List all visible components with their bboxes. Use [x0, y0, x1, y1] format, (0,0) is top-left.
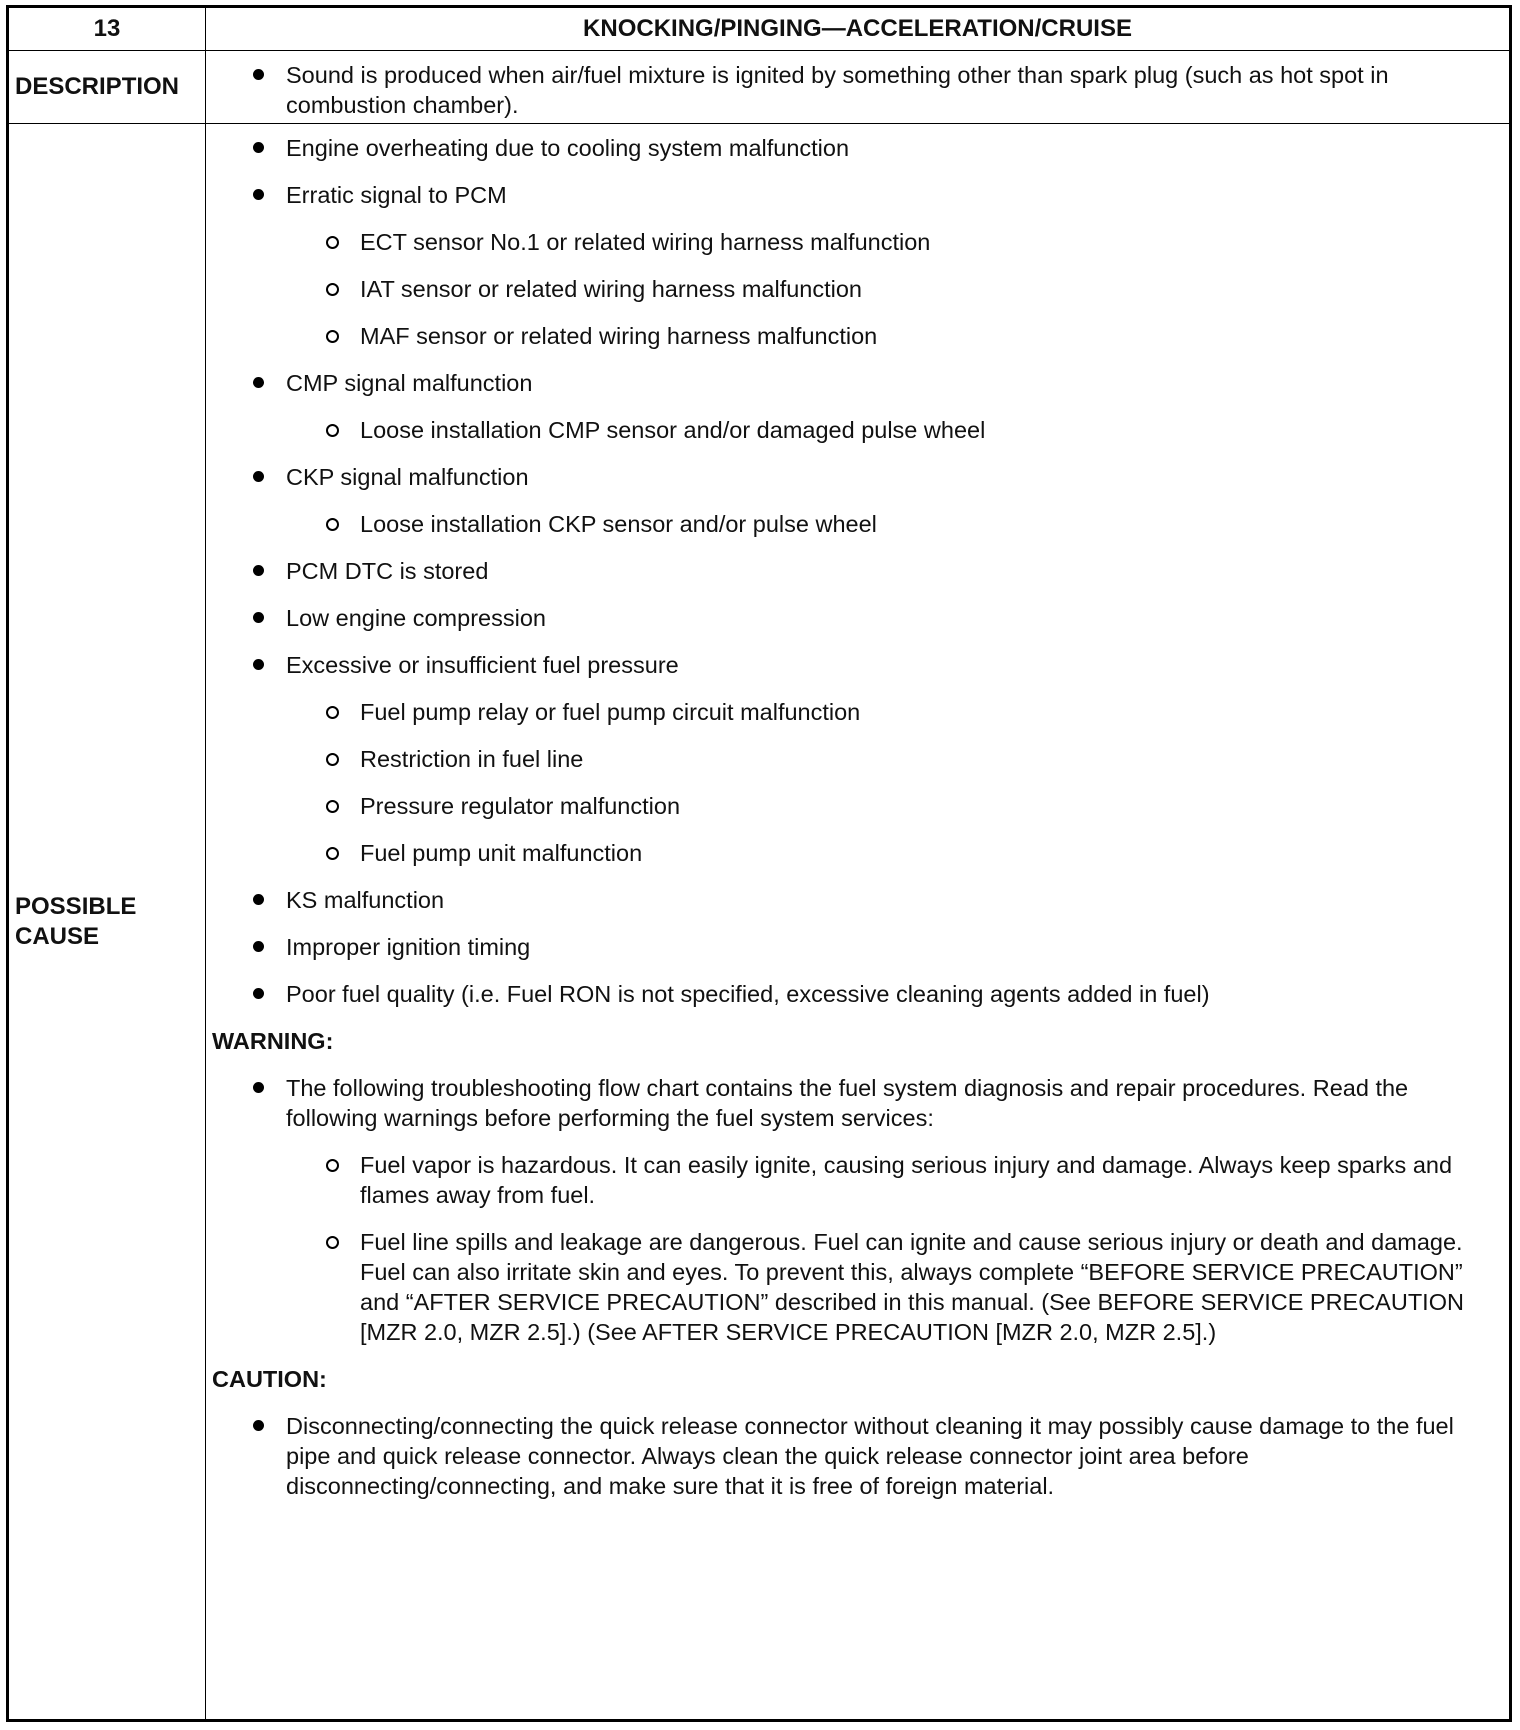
troubleshooting-table	[6, 5, 1512, 1722]
cause-item: Improper ignition timing	[206, 932, 1499, 962]
possible-cause-label	[9, 124, 206, 1720]
warning-subitem: Fuel vapor is hazardous. It can easily ignite, causing serious injury and damage. Always keep sparks and flames away from fuel.	[206, 1150, 1499, 1210]
description-row	[9, 51, 1510, 124]
possible-cause-row	[9, 124, 1510, 1720]
caution-item: Disconnecting/connecting the quick release connector without cleaning it may possibly cause damage to the fuel pipe and quick release connector. Always clean the quick release connector joint area before disconnecting/connecting, and make sure that it is free of foreign material.	[206, 1411, 1499, 1501]
cause-item: PCM DTC is stored	[206, 556, 1499, 586]
header-row	[9, 8, 1510, 51]
warning-subitem: Fuel line spills and leakage are dangerous. Fuel can ignite and cause serious injury or death and damage. Fuel can also irritate skin and eyes. To prevent this, always complete “BEFORE SERVICE PRECAUTION” and “AFTER SERVICE PRECAUTION” described in this manual. (See BEFORE SERVICE PRECAUTION [MZR 2.0, MZR 2.5].) (See AFTER SERVICE PRECAUTION [MZR 2.0, MZR 2.5].)	[206, 1227, 1499, 1347]
cause-item: Erratic signal to PCM	[206, 180, 1499, 210]
warning-label: WARNING:	[212, 1028, 334, 1054]
possible-cause-content	[206, 124, 1510, 1720]
description-content	[206, 51, 1510, 124]
warning-item: The following troubleshooting flow chart contains the fuel system diagnosis and repair procedures. Read the following warnings before performing the fuel system services:	[206, 1073, 1499, 1133]
possible-cause-label-line1: POSSIBLE	[15, 892, 137, 920]
cause-subitem: Loose installation CMP sensor and/or damaged pulse wheel	[206, 415, 1499, 445]
procedure-number: 13	[9, 8, 206, 51]
cause-item: CKP signal malfunction	[206, 462, 1499, 492]
description-label: DESCRIPTION	[9, 51, 206, 124]
cause-item: Engine overheating due to cooling system malfunction	[206, 133, 1499, 163]
cause-subitem: ECT sensor No.1 or related wiring harness malfunction	[206, 227, 1499, 257]
cause-subitem: IAT sensor or related wiring harness malfunction	[206, 274, 1499, 304]
cause-item: KS malfunction	[206, 885, 1499, 915]
procedure-title: KNOCKING/PINGING—ACCELERATION/CRUISE	[206, 8, 1510, 51]
cause-subitem: Loose installation CKP sensor and/or pulse wheel	[206, 509, 1499, 539]
cause-subitem: MAF sensor or related wiring harness malfunction	[206, 321, 1499, 351]
cause-subitem: Pressure regulator malfunction	[206, 791, 1499, 821]
cause-subitem: Fuel pump relay or fuel pump circuit malfunction	[206, 697, 1499, 727]
cause-subitem: Fuel pump unit malfunction	[206, 838, 1499, 868]
cause-item: CMP signal malfunction	[206, 368, 1499, 398]
caution-label: CAUTION:	[212, 1366, 327, 1392]
cause-item: Excessive or insufficient fuel pressure	[206, 650, 1499, 680]
cause-item: Poor fuel quality (i.e. Fuel RON is not specified, excessive cleaning agents added in fuel)	[206, 979, 1499, 1009]
possible-cause-label-line2: CAUSE	[15, 922, 100, 950]
description-text: Sound is produced when air/fuel mixture is ignited by something other than spark plug (such as hot spot in combustion chamber).	[206, 60, 1499, 120]
cause-subitem: Restriction in fuel line	[206, 744, 1499, 774]
cause-item: Low engine compression	[206, 603, 1499, 633]
